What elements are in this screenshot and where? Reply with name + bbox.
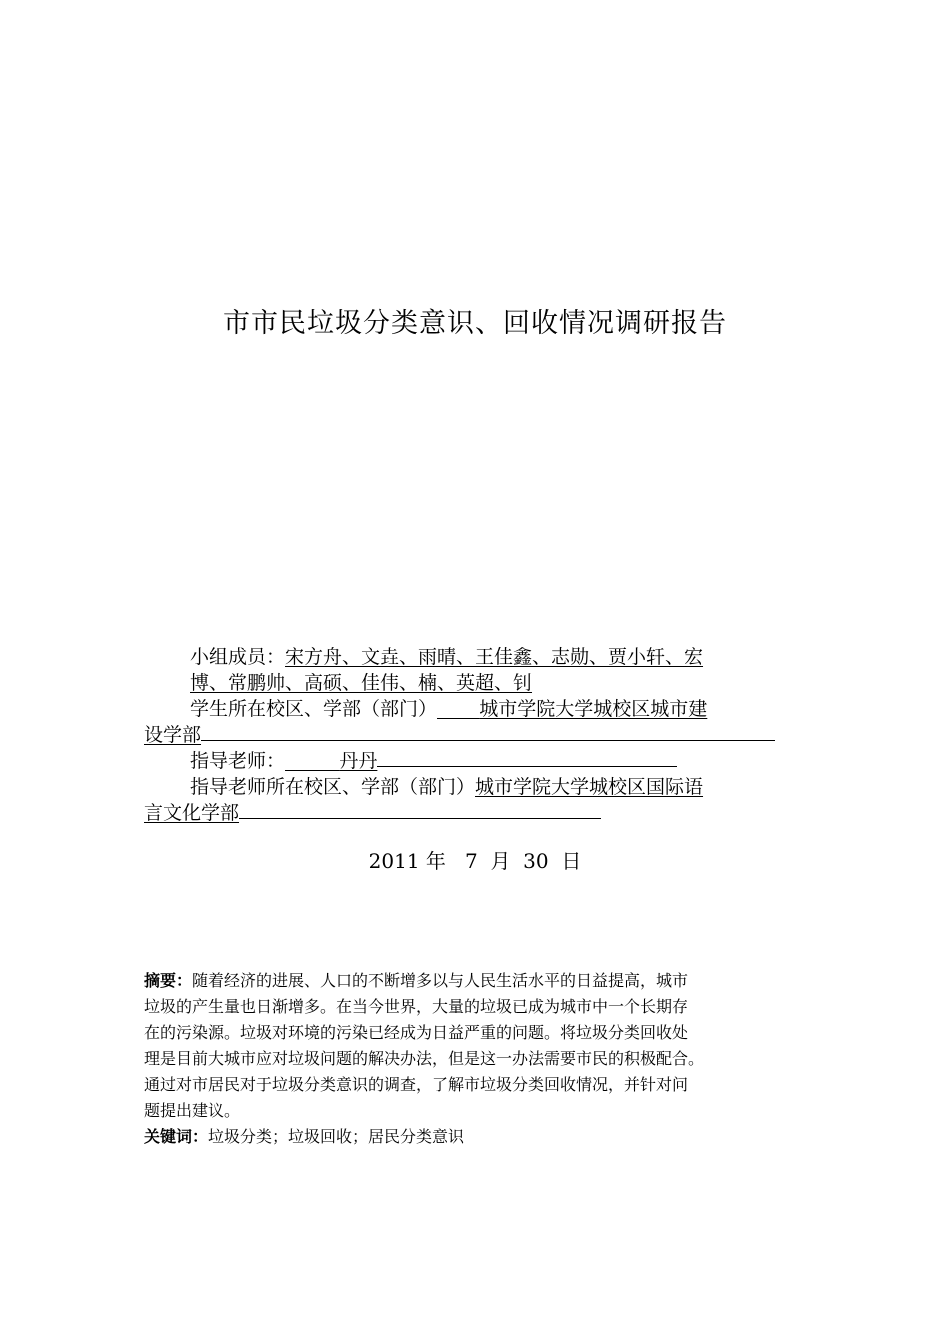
advisor-line	[144, 748, 812, 774]
abstract-line-2: 垃圾的产生量也日渐增多。在当今世界，大量的垃圾已成为城市中一个长期存	[144, 997, 689, 1016]
members-line-2	[144, 670, 812, 696]
student-dept-value-2: 设学部	[144, 724, 202, 746]
date-year: 2011	[368, 849, 420, 873]
student-dept-underline	[201, 722, 775, 741]
abstract-line-1	[144, 968, 814, 994]
abstract-line-5: 通过对市居民对于垃圾分类意识的调查，了解市垃圾分类回收情况，并针对问	[144, 1075, 689, 1094]
date-month: 7	[465, 849, 478, 873]
advisor-dept-value-1: 城市学院大学城校区国际语	[475, 776, 704, 798]
date-day-unit: 日	[561, 849, 582, 873]
advisor-name: 丹丹	[339, 750, 378, 772]
advisor-dept-line-2	[144, 800, 812, 826]
student-dept-line-1	[144, 696, 812, 722]
student-dept-value-1: 城市学院大学城校区城市建	[479, 698, 708, 720]
abstract-block	[144, 968, 814, 1150]
date-month-unit: 月	[490, 849, 511, 873]
keywords-line	[144, 1124, 814, 1150]
abstract-line-3: 在的污染源。垃圾对环境的污染已经成为日益严重的问题。将垃圾分类回收处	[144, 1023, 689, 1042]
advisor-label: 指导老师：	[190, 750, 286, 772]
members-line-1	[144, 644, 812, 670]
report-info-block	[144, 644, 812, 826]
members-label: 小组成员：	[190, 646, 286, 668]
abstract-line-4: 理是目前大城市应对垃圾问题的解决办法，但是这一办法需要市民的积极配合。	[144, 1049, 705, 1068]
abstract-label: 摘要：	[144, 971, 193, 990]
advisor-dept-label: 指导老师所在校区、学部（部门）	[190, 776, 476, 798]
advisor-dept-line-1	[144, 774, 812, 800]
report-date	[0, 846, 950, 876]
date-year-unit: 年	[425, 849, 446, 873]
advisor-dept-underline	[239, 800, 601, 819]
advisor-underline	[377, 748, 677, 767]
report-title: 市市民垃圾分类意识、回收情况调研报告	[223, 308, 727, 339]
date-day: 30	[523, 849, 549, 873]
keywords-label: 关键词：	[144, 1127, 209, 1146]
student-dept-line-2	[144, 722, 812, 748]
members-value-2: 博、常鹏帅、高硕、佳伟、楠、英超、钊	[190, 672, 533, 694]
abstract-line-6: 题提出建议。	[144, 1101, 241, 1120]
advisor-dept-value-2: 言文化学部	[144, 802, 240, 824]
student-dept-label: 学生所在校区、学部（部门）	[190, 698, 438, 720]
members-value-1: 宋方舟、文垚、雨晴、王佳鑫、志勋、贾小轩、宏	[285, 646, 704, 668]
keywords-value: 垃圾分类；垃圾回收；居民分类意识	[208, 1127, 465, 1146]
abstract-text-1: 随着经济的进展、人口的不断增多以与人民生活水平的日益提高，城市	[192, 971, 689, 990]
